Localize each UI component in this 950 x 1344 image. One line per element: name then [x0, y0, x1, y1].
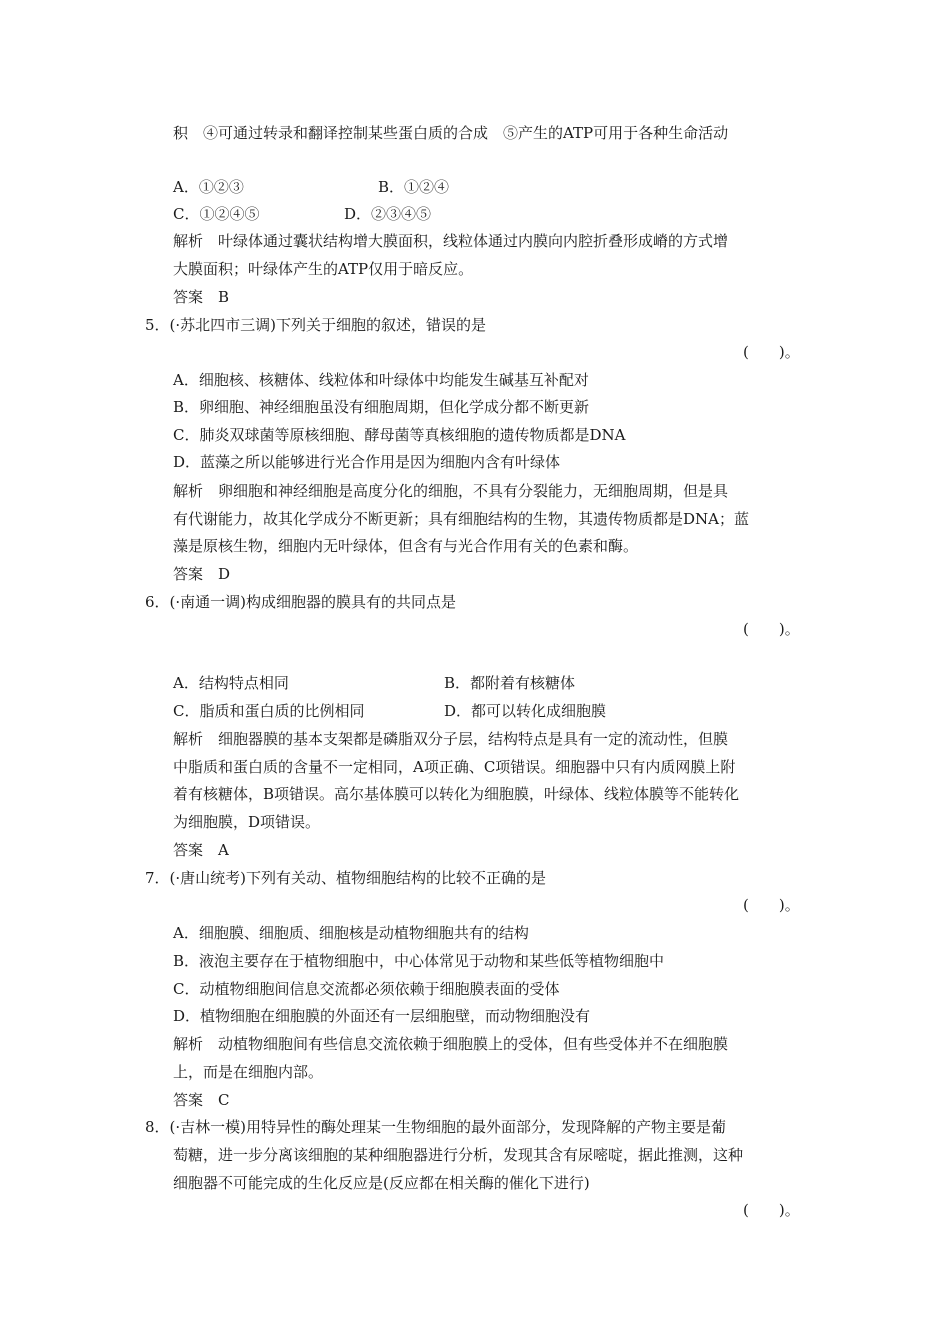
q8-answer-bracket: ( )。: [743, 1201, 800, 1219]
q7-option-a: A．细胞膜、细胞质、细胞核是动植物细胞共有的结构: [173, 924, 529, 942]
q6-analysis-line-4: 为细胞膜，D项错误。: [173, 813, 321, 831]
q7-analysis-line-1: 解析 动植物细胞间有些信息交流依赖于细胞膜上的受体，但有些受体并不在细胞膜: [173, 1035, 729, 1053]
q5-answer-bracket: ( )。: [743, 343, 800, 361]
q4-option-c: C．①②④⑤: [173, 205, 260, 223]
q5-stem: 5．(·苏北四市三调)下列关于细胞的叙述，错误的是: [145, 316, 487, 334]
q6-option-b: B．都附着有核糖体: [444, 674, 576, 692]
q4-answer: 答案 B: [173, 288, 230, 306]
q5-option-a: A．细胞核、核糖体、线粒体和叶绿体中均能发生碱基互补配对: [173, 371, 589, 389]
q6-stem: 6．(·南通一调)构成细胞器的膜具有的共同点是: [145, 593, 457, 611]
q4-analysis-line-2: 大膜面积；叶绿体产生的ATP仅用于暗反应。: [173, 260, 474, 278]
q5-analysis-line-1: 解析 卵细胞和神经细胞是高度分化的细胞，不具有分裂能力，无细胞周期，但是具: [173, 482, 729, 500]
q5-option-b: B．卵细胞、神经细胞虽没有细胞周期，但化学成分都不断更新: [173, 398, 590, 416]
q5-option-c: C．肺炎双球菌等原核细胞、酵母菌等真核细胞的遗传物质都是DNA: [173, 426, 626, 444]
q7-analysis-line-2: 上，而是在细胞内部。: [173, 1063, 324, 1081]
q5-analysis-line-3: 藻是原核生物，细胞内无叶绿体，但含有与光合作用有关的色素和酶。: [173, 537, 639, 555]
q6-analysis-line-2: 中脂质和蛋白质的含量不一定相同，A项正确、C项错误。细胞器中只有内质网膜上附: [173, 758, 736, 776]
q4-stem-tail: 积 ④可通过转录和翻译控制某些蛋白质的合成 ⑤产生的ATP可用于各种生命活动: [173, 124, 729, 142]
q7-option-b: B．液泡主要存在于植物细胞中，中心体常见于动物和某些低等植物细胞中: [173, 952, 665, 970]
q4-option-d: D．②③④⑤: [344, 205, 432, 223]
q7-stem: 7．(·唐山统考)下列有关动、植物细胞结构的比较不正确的是: [145, 869, 547, 887]
q8-stem-line-1: 8．(·吉林一模)用特异性的酶处理某一生物细胞的最外面部分，发现降解的产物主要是葡: [145, 1118, 727, 1136]
q7-option-c: C．动植物细胞间信息交流都必须依赖于细胞膜表面的受体: [173, 980, 560, 998]
q5-answer: 答案 D: [173, 565, 231, 583]
q8-stem-line-3: 细胞器不可能完成的生化反应是(反应都在相关酶的催化下进行): [173, 1174, 590, 1192]
q7-answer: 答案 C: [173, 1091, 230, 1109]
q4-analysis-line-1: 解析 叶绿体通过囊状结构增大膜面积，线粒体通过内膜向内腔折叠形成嵴的方式增: [173, 232, 729, 250]
q6-answer: 答案 A: [173, 841, 229, 859]
q5-analysis-line-2: 有代谢能力，故其化学成分不断更新；具有细胞结构的生物，其遗传物质都是DNA；蓝: [173, 510, 749, 528]
q6-option-d: D．都可以转化成细胞膜: [444, 702, 607, 720]
q7-answer-bracket: ( )。: [743, 896, 800, 914]
q6-option-a: A．结构特点相同: [173, 674, 289, 692]
q6-answer-bracket: ( )。: [743, 620, 800, 638]
q5-option-d: D．蓝藻之所以能够进行光合作用是因为细胞内含有叶绿体: [173, 453, 561, 471]
q4-option-b: B．①②④: [378, 178, 450, 196]
q7-option-d: D．植物细胞在细胞膜的外面还有一层细胞壁，而动物细胞没有: [173, 1007, 591, 1025]
q4-option-a: A．①②③: [173, 178, 244, 196]
q6-analysis-line-1: 解析 细胞器膜的基本支架都是磷脂双分子层，结构特点是具有一定的流动性，但膜: [173, 730, 729, 748]
q6-analysis-line-3: 着有核糖体，B项错误。高尔基体膜可以转化为细胞膜，叶绿体、线粒体膜等不能转化: [173, 785, 740, 803]
q8-stem-line-2: 萄糖，进一步分离该细胞的某种细胞器进行分析，发现其含有尿嘧啶，据此推测，这种: [173, 1146, 744, 1164]
q6-option-c: C．脂质和蛋白质的比例相同: [173, 702, 365, 720]
